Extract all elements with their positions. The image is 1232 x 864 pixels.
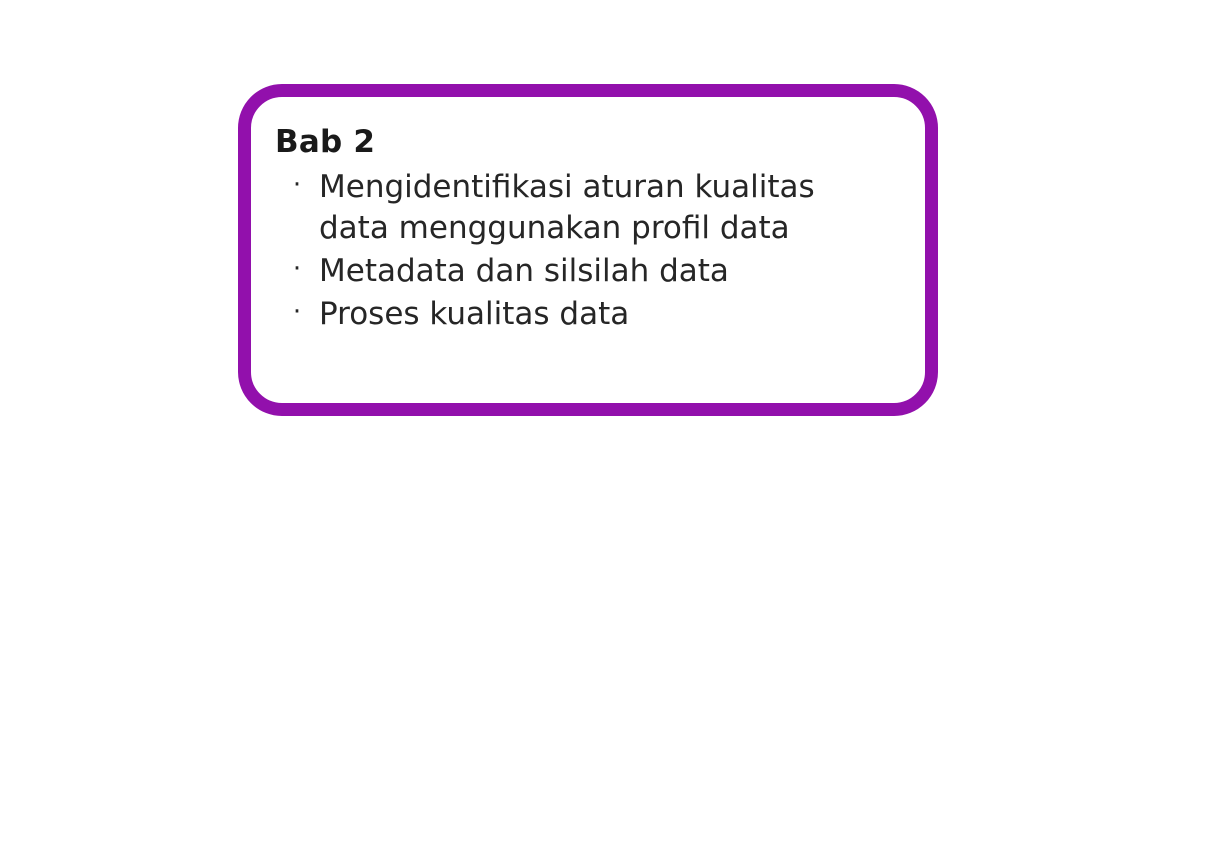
bullet-dot-icon: · <box>292 296 302 327</box>
bullet-dot-icon: · <box>292 253 302 284</box>
bullet-dot-icon: · <box>292 170 302 201</box>
list-item <box>275 251 895 292</box>
callout-box <box>238 84 938 416</box>
bullet-list <box>275 167 895 335</box>
list-item <box>275 167 895 249</box>
list-item-label: Metadata dan silsilah data <box>319 252 729 289</box>
callout-content <box>251 97 925 335</box>
list-item-label: Mengidentifikasi aturan kualitas data menggunakan profil data <box>319 169 815 246</box>
list-item <box>275 294 895 335</box>
list-item-label: Proses kualitas data <box>319 295 630 332</box>
callout-title: Bab 2 <box>275 124 376 160</box>
